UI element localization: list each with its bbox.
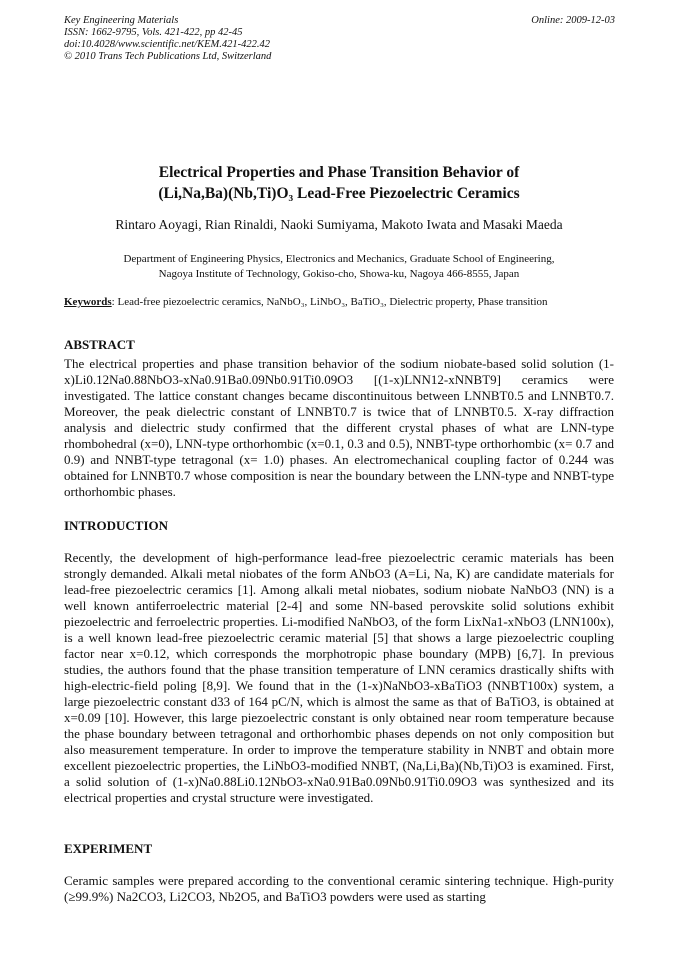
doi-line: doi:10.4028/www.scientific.net/KEM.421-422.42 xyxy=(64,39,270,50)
affiliation-line-2: Nagoya Institute of Technology, Gokiso-cho, Showa-ku, Nagoya 466-8555, Japan xyxy=(158,268,520,280)
keywords xyxy=(64,295,616,309)
experiment-text: Ceramic samples were prepared according to the conventional ceramic sintering technique. High-purity (≥99.9%) Na2CO3, Li2CO3, Nb2O5, and BaTiO3 powders were used as starting xyxy=(64,873,614,904)
experiment-body xyxy=(64,873,614,905)
author-list: Rintaro Aoyagi, Rian Rinaldi, Naoki Sumiyama, Makoto Iwata and Masaki Maeda xyxy=(115,217,563,232)
introduction-heading: INTRODUCTION xyxy=(64,518,169,533)
affiliation xyxy=(0,252,678,282)
online-date: Online: 2009-12-03 xyxy=(531,15,615,26)
affiliation-line-1: Department of Engineering Physics, Electronics and Mechanics, Graduate School of Engineering, xyxy=(123,253,555,265)
title-line-2: (Li,Na,Ba)(Nb,Ti)O₃ Lead-Free Piezoelectric Ceramics xyxy=(158,185,520,202)
journal-name: Key Engineering Materials xyxy=(64,15,179,26)
abstract-heading: ABSTRACT xyxy=(64,337,135,352)
journal-header xyxy=(64,15,271,63)
introduction-body xyxy=(64,550,614,806)
keywords-label: Keywords xyxy=(64,296,112,308)
abstract-body xyxy=(64,356,614,500)
paper-title xyxy=(0,162,678,204)
issn-line: ISSN: 1662-9795, Vols. 421-422, pp 42-45 xyxy=(64,27,243,38)
abstract-text: The electrical properties and phase transition behavior of the sodium niobate-based solid solution (1-x)Li0.12Na0.88NbO3-xNa0.91Ba0.09Nb0.91Ti0.09O3 [(1-x)LNN12-xNNBT9] ceramics were investigated. The lattice constant changes became discontinuitous between LNNBT0.5 and LNNBT0.7. Moreover, the peak dielectric constant of LNNBT0.7 is twice that of LNNBT0.5. X-ray diffraction analysis and dielectric study confirmed that the different crystal phases of what are LNN-type rhombohedral (x=0), LNN-type orthorhombic (x=0.1, 0.3 and 0.5), NNBT-type orthorhombic (x= 0.7 and 0.9) and NNBT-type tetragonal (x= 1.0) phases. An electromechanical coupling factor of 0.244 was obtained for LNNBT0.7 whose composition is near the boundary between the LNN-type and NNBT-type orthorhombic phases. xyxy=(64,356,614,499)
copyright-line: © 2010 Trans Tech Publications Ltd, Switzerland xyxy=(64,51,272,62)
introduction-text: Recently, the development of high-performance lead-free piezoelectric ceramic materials has been strongly demanded. Alkali metal niobates of the form ANbO3 (A=Li, Na, K) are candidate materials for lead-free piezoelectric ceramics [1]. Among alkali metal niobates, sodium niobate NaNbO3 (NN) is a well known antiferroelectric material [2-4] and some NN-based perovskite solid solutions exhibit piezoelectric and ferroelectric properties. Li-modified NaNbO3, of the form LixNa1-xNbO3 (LNN100x), is a well known lead-free piezoelectric ceramic material [5] that shows a large piezoelectric coupling factor near x=0.12, which corresponds the morphotropic phase boundary (MPB) [6,7]. In previous studies, the authors found that the phase transition temperature of LNN ceramics drastically shifts with high-electric-field poling [8,9]. We found that in the (1-x)NaNbO3-xBaTiO3 (NNBT100x) system, a large piezoelectric constant d33 of 164 pC/N, which is almost the same as that of BaTiO3, is obtained at x=0.09 [10]. However, this large piezoelectric constant is only obtained near room temperature because the phase boundary between tetragonal and orthorhombic phases depends on not only composition but also measurement temperature. In order to improve the temperature stability in NNBT and obtain more excellent piezoelectric properties, the LiNbO3-modified NNBT, (Na,Li,Ba)(Nb,Ti)O3 is examined. First, a solid solution of (1-x)Na0.88Li0.12NbO3-xNa0.91Ba0.09Nb0.91Ti0.09O3 was synthesized and its electrical properties and crystal structure were investigated. xyxy=(64,550,614,805)
experiment-heading: EXPERIMENT xyxy=(64,841,153,856)
keywords-text: : Lead-free piezoelectric ceramics, NaNbO₃, LiNbO₃, BaTiO₃, Dielectric property, Phase transition xyxy=(111,296,548,308)
title-line-1: Electrical Properties and Phase Transition Behavior of xyxy=(158,164,520,181)
